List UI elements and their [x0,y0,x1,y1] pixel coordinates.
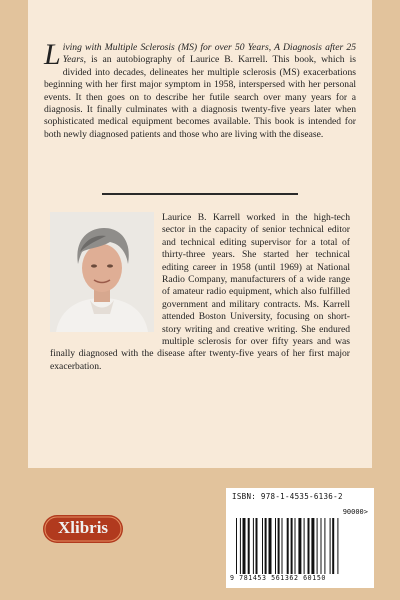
barcode-bar [295,518,296,574]
book-description [44,38,356,141]
author-bio [50,212,350,373]
barcode-digits: 9 781453 561362 60150 [230,574,326,582]
barcode-bar [332,518,334,574]
barcode-bar [317,518,318,574]
back-cover-panel [28,0,372,468]
barcode-bars [236,518,366,574]
barcode-bar [330,518,331,574]
drop-cap: L [44,38,61,71]
barcode-bar [304,518,305,574]
publisher-logo [42,514,124,544]
barcode-bar [282,518,283,574]
barcode-bar [243,518,246,574]
barcode-bar [236,518,237,574]
barcode-bar [298,518,301,574]
barcode-bar [262,518,263,574]
description-text: , is an autobiography of Laurice B. Karrell. This book, which is divided into decades, delineates her multiple sclerosis (MS) exacerbations beginning with her first major symptom in 1958, interspersed with her personal events. It then goes on to describe her futile search over many years for a diagnosis. It finally culminates with a diagnosis twenty-five years later when sophisticated medical equipment becomes available. This book is intended for both newly diagnosed patients and those who are living with the disease. [44,54,356,140]
barcode-bar [324,518,325,574]
barcode-bar [265,518,267,574]
barcode-bar [269,518,272,574]
barcode-bar [291,518,293,574]
barcode-bar [248,518,250,574]
barcode-bar [287,518,289,574]
isbn-label: ISBN: 978-1-4535-6136-2 [232,492,343,501]
barcode-bar [311,518,314,574]
barcode-bar [278,518,280,574]
barcode-bar [321,518,322,574]
barcode-bar [337,518,338,574]
barcode-bar [256,518,258,574]
barcode-block [226,488,374,588]
barcode-bar [253,518,254,574]
book-title-italic: iving with Multiple Sclerosis (MS) for over 50 Years, A Diagnosis after 25 Years [62,42,356,66]
publisher-logo-text: Xlibris [57,518,109,537]
barcode-bar [275,518,276,574]
price-code: 90000> [342,508,368,516]
bio-text: Laurice B. Karrell worked in the high-tech sector in the capacity of senior technical editor and technical editing supervisor for a total of thirty-three years. She started her technical editing career in 1958 (until 1969) at National Radio Company, manufacturers of a wide range of amateur radio equipment, which also fulfilled government and military contracts. Ms. Karrell attended Boston University, focusing on short-story writing and creative writing. She endured multiple sclerosis for over fifty years and was finally diagnosed with the disease after twenty-five years of her first major exacerbation. [50,212,350,372]
barcode-bar [240,518,241,574]
barcode-bar [308,518,310,574]
divider-rule [102,193,298,195]
